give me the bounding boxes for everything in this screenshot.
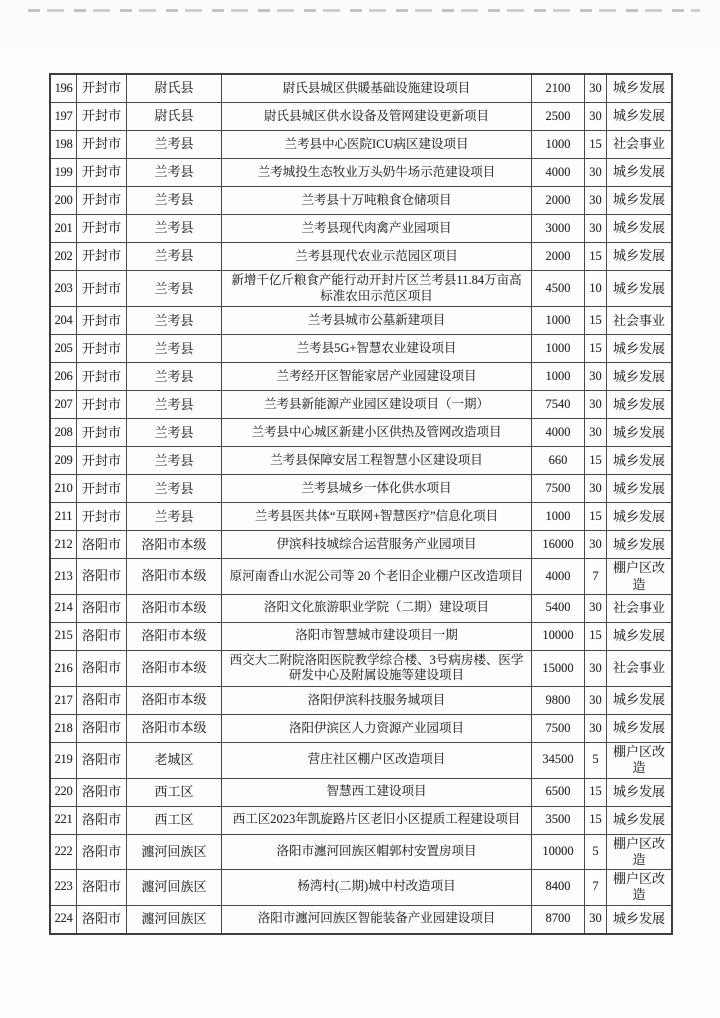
row-index-cell: 220 bbox=[51, 779, 77, 806]
years-cell: 5 bbox=[585, 835, 607, 870]
table-row bbox=[51, 243, 671, 271]
years-cell: 15 bbox=[585, 131, 607, 158]
row-index-cell: 213 bbox=[51, 559, 77, 594]
county-cell: 兰考县 bbox=[127, 271, 222, 306]
project-name-cell: 洛阳市瀍河回族区智能装备产业园建设项目 bbox=[222, 906, 532, 933]
city-cell: 开封市 bbox=[77, 391, 127, 418]
category-cell: 城乡发展 bbox=[612, 424, 665, 440]
years-cell: 30 bbox=[585, 531, 607, 558]
city-cell: 开封市 bbox=[77, 131, 127, 158]
county-cell: 洛阳市本级 bbox=[127, 715, 222, 742]
amount-cell: 2000 bbox=[532, 187, 585, 214]
category-cell: 城乡发展 bbox=[612, 536, 665, 552]
row-index-cell: 208 bbox=[51, 419, 77, 446]
category-cell: 城乡发展 bbox=[612, 192, 665, 208]
project-name-cell: 尉氏县城区供水设备及管网建设更新项目 bbox=[222, 103, 532, 130]
table-row bbox=[51, 419, 671, 447]
row-index-cell: 223 bbox=[51, 870, 77, 905]
project-name-cell: 兰考县5G+智慧农业建设项目 bbox=[222, 335, 532, 362]
project-name-cell: 兰考县保障安居工程智慧小区建设项目 bbox=[222, 447, 532, 474]
city-cell: 开封市 bbox=[77, 419, 127, 446]
city-cell: 洛阳市 bbox=[77, 715, 127, 742]
city-cell: 开封市 bbox=[77, 243, 127, 270]
project-name-cell: 新增千亿斤粮食产能行动开封片区兰考县11.84万亩高标准农田示范区项目 bbox=[222, 271, 532, 306]
row-index-cell: 204 bbox=[51, 307, 77, 334]
table-row bbox=[51, 447, 671, 475]
amount-cell: 34500 bbox=[532, 743, 585, 778]
amount-cell: 660 bbox=[532, 447, 585, 474]
category-cell: 城乡发展 bbox=[612, 164, 665, 180]
city-cell: 开封市 bbox=[77, 475, 127, 502]
project-name-cell: 西交大二附院洛阳医院教学综合楼、3号病房楼、医学研发中心及附属设施等建设项目 bbox=[222, 651, 532, 686]
table-row bbox=[51, 906, 671, 933]
table-row bbox=[51, 103, 671, 131]
amount-cell: 3500 bbox=[532, 807, 585, 834]
category-cell: 城乡发展 bbox=[612, 340, 665, 356]
years-cell: 30 bbox=[585, 103, 607, 130]
table-row bbox=[51, 75, 671, 103]
years-cell: 30 bbox=[585, 595, 607, 622]
amount-cell: 7500 bbox=[532, 475, 585, 502]
table-row bbox=[51, 271, 671, 307]
row-index-cell: 218 bbox=[51, 715, 77, 742]
years-cell: 15 bbox=[585, 807, 607, 834]
table-row bbox=[51, 715, 671, 743]
project-name-cell: 智慧西工建设项目 bbox=[222, 779, 532, 806]
county-cell: 兰考县 bbox=[127, 131, 222, 158]
project-name-cell: 洛阳伊滨科技服务城项目 bbox=[222, 687, 532, 714]
table-row bbox=[51, 363, 671, 391]
row-index-cell: 200 bbox=[51, 187, 77, 214]
table-row bbox=[51, 559, 671, 595]
county-cell: 兰考县 bbox=[127, 503, 222, 530]
table-row bbox=[51, 531, 671, 559]
years-cell: 15 bbox=[585, 779, 607, 806]
county-cell: 兰考县 bbox=[127, 159, 222, 186]
table-row bbox=[51, 215, 671, 243]
project-name-cell: 伊滨科技城综合运营服务产业园项目 bbox=[222, 531, 532, 558]
project-name-cell: 兰考县医共体“互联网+智慧医疗”信息化项目 bbox=[222, 503, 532, 530]
project-name-cell: 洛阳伊滨区人力资源产业园项目 bbox=[222, 715, 532, 742]
row-index-cell: 207 bbox=[51, 391, 77, 418]
row-index-cell: 198 bbox=[51, 131, 77, 158]
years-cell: 30 bbox=[585, 687, 607, 714]
years-cell: 30 bbox=[585, 651, 607, 686]
scan-artifact-line bbox=[28, 9, 700, 12]
years-cell: 5 bbox=[585, 743, 607, 778]
amount-cell: 4000 bbox=[532, 159, 585, 186]
years-cell: 30 bbox=[585, 363, 607, 390]
county-cell: 瀍河回族区 bbox=[127, 870, 222, 905]
years-cell: 30 bbox=[585, 75, 607, 102]
row-index-cell: 212 bbox=[51, 531, 77, 558]
table-row bbox=[51, 623, 671, 651]
table-row bbox=[51, 687, 671, 715]
years-cell: 30 bbox=[585, 715, 607, 742]
county-cell: 洛阳市本级 bbox=[127, 651, 222, 686]
category-cell: 城乡发展 bbox=[612, 720, 665, 736]
county-cell: 兰考县 bbox=[127, 447, 222, 474]
project-table bbox=[49, 73, 673, 935]
years-cell: 15 bbox=[585, 623, 607, 650]
city-cell: 开封市 bbox=[77, 159, 127, 186]
category-cell: 棚户区改造 bbox=[612, 871, 665, 903]
row-index-cell: 214 bbox=[51, 595, 77, 622]
city-cell: 洛阳市 bbox=[77, 687, 127, 714]
city-cell: 洛阳市 bbox=[77, 623, 127, 650]
table-row bbox=[51, 835, 671, 871]
amount-cell: 2000 bbox=[532, 243, 585, 270]
county-cell: 瀍河回族区 bbox=[127, 906, 222, 933]
amount-cell: 6500 bbox=[532, 779, 585, 806]
row-index-cell: 211 bbox=[51, 503, 77, 530]
category-cell: 城乡发展 bbox=[612, 220, 665, 236]
city-cell: 开封市 bbox=[77, 447, 127, 474]
city-cell: 开封市 bbox=[77, 363, 127, 390]
amount-cell: 7540 bbox=[532, 391, 585, 418]
row-index-cell: 196 bbox=[51, 75, 77, 102]
city-cell: 开封市 bbox=[77, 335, 127, 362]
category-cell: 城乡发展 bbox=[612, 692, 665, 708]
amount-cell: 1000 bbox=[532, 307, 585, 334]
county-cell: 兰考县 bbox=[127, 419, 222, 446]
category-cell: 城乡发展 bbox=[612, 628, 665, 644]
years-cell: 15 bbox=[585, 447, 607, 474]
years-cell: 7 bbox=[585, 559, 607, 594]
table-row bbox=[51, 743, 671, 779]
project-name-cell: 兰考县现代肉禽产业园项目 bbox=[222, 215, 532, 242]
row-index-cell: 201 bbox=[51, 215, 77, 242]
amount-cell: 1000 bbox=[532, 363, 585, 390]
row-index-cell: 224 bbox=[51, 906, 77, 933]
row-index-cell: 210 bbox=[51, 475, 77, 502]
amount-cell: 4000 bbox=[532, 559, 585, 594]
city-cell: 洛阳市 bbox=[77, 743, 127, 778]
row-index-cell: 199 bbox=[51, 159, 77, 186]
city-cell: 洛阳市 bbox=[77, 595, 127, 622]
amount-cell: 7500 bbox=[532, 715, 585, 742]
county-cell: 兰考县 bbox=[127, 475, 222, 502]
category-cell: 棚户区改造 bbox=[612, 560, 665, 592]
project-name-cell: 杨湾村(二期)城中村改造项目 bbox=[222, 870, 532, 905]
project-name-cell: 兰考县新能源产业园区建设项目（一期） bbox=[222, 391, 532, 418]
years-cell: 15 bbox=[585, 335, 607, 362]
table-row bbox=[51, 131, 671, 159]
county-cell: 西工区 bbox=[127, 807, 222, 834]
category-cell: 棚户区改造 bbox=[612, 835, 665, 867]
row-index-cell: 216 bbox=[51, 651, 77, 686]
category-cell: 社会事业 bbox=[612, 600, 665, 616]
amount-cell: 8700 bbox=[532, 906, 585, 933]
category-cell: 城乡发展 bbox=[612, 280, 665, 296]
county-cell: 兰考县 bbox=[127, 243, 222, 270]
project-name-cell: 原河南香山水泥公司等 20 个老旧企业棚户区改造项目 bbox=[222, 559, 532, 594]
category-cell: 城乡发展 bbox=[612, 80, 665, 96]
city-cell: 开封市 bbox=[77, 215, 127, 242]
county-cell: 兰考县 bbox=[127, 187, 222, 214]
category-cell: 城乡发展 bbox=[612, 480, 665, 496]
category-cell: 城乡发展 bbox=[612, 811, 665, 827]
years-cell: 15 bbox=[585, 243, 607, 270]
row-index-cell: 215 bbox=[51, 623, 77, 650]
amount-cell: 1000 bbox=[532, 335, 585, 362]
table-row bbox=[51, 595, 671, 623]
row-index-cell: 217 bbox=[51, 687, 77, 714]
city-cell: 开封市 bbox=[77, 307, 127, 334]
category-cell: 城乡发展 bbox=[612, 368, 665, 384]
years-cell: 30 bbox=[585, 475, 607, 502]
county-cell: 尉氏县 bbox=[127, 75, 222, 102]
amount-cell: 2500 bbox=[532, 103, 585, 130]
table-row bbox=[51, 807, 671, 835]
table-row bbox=[51, 159, 671, 187]
table-row bbox=[51, 335, 671, 363]
project-name-cell: 兰考城投生态牧业万头奶牛场示范建设项目 bbox=[222, 159, 532, 186]
county-cell: 洛阳市本级 bbox=[127, 531, 222, 558]
category-cell: 城乡发展 bbox=[612, 396, 665, 412]
amount-cell: 8400 bbox=[532, 870, 585, 905]
city-cell: 开封市 bbox=[77, 271, 127, 306]
city-cell: 洛阳市 bbox=[77, 779, 127, 806]
table-row bbox=[51, 503, 671, 531]
county-cell: 尉氏县 bbox=[127, 103, 222, 130]
project-name-cell: 兰考县中心医院ICU病区建设项目 bbox=[222, 131, 532, 158]
project-name-cell: 洛阳文化旅游职业学院（二期）建设项目 bbox=[222, 595, 532, 622]
amount-cell: 1000 bbox=[532, 503, 585, 530]
city-cell: 开封市 bbox=[77, 103, 127, 130]
row-index-cell: 209 bbox=[51, 447, 77, 474]
project-name-cell: 兰考经开区智能家居产业园建设项目 bbox=[222, 363, 532, 390]
city-cell: 洛阳市 bbox=[77, 906, 127, 933]
category-cell: 城乡发展 bbox=[612, 452, 665, 468]
years-cell: 30 bbox=[585, 159, 607, 186]
amount-cell: 5400 bbox=[532, 595, 585, 622]
row-index-cell: 203 bbox=[51, 271, 77, 306]
county-cell: 兰考县 bbox=[127, 363, 222, 390]
row-index-cell: 197 bbox=[51, 103, 77, 130]
project-name-cell: 洛阳市智慧城市建设项目一期 bbox=[222, 623, 532, 650]
amount-cell: 4000 bbox=[532, 419, 585, 446]
category-cell: 社会事业 bbox=[612, 312, 665, 328]
project-name-cell: 尉氏县城区供暖基础设施建设项目 bbox=[222, 75, 532, 102]
city-cell: 洛阳市 bbox=[77, 559, 127, 594]
category-cell: 城乡发展 bbox=[612, 508, 665, 524]
amount-cell: 4500 bbox=[532, 271, 585, 306]
table-row bbox=[51, 651, 671, 687]
table-row bbox=[51, 870, 671, 906]
county-cell: 兰考县 bbox=[127, 335, 222, 362]
row-index-cell: 221 bbox=[51, 807, 77, 834]
row-index-cell: 206 bbox=[51, 363, 77, 390]
years-cell: 30 bbox=[585, 215, 607, 242]
amount-cell: 1000 bbox=[532, 131, 585, 158]
amount-cell: 10000 bbox=[532, 623, 585, 650]
amount-cell: 3000 bbox=[532, 215, 585, 242]
category-cell: 社会事业 bbox=[612, 660, 665, 676]
amount-cell: 2100 bbox=[532, 75, 585, 102]
years-cell: 30 bbox=[585, 391, 607, 418]
county-cell: 老城区 bbox=[127, 743, 222, 778]
row-index-cell: 222 bbox=[51, 835, 77, 870]
row-index-cell: 205 bbox=[51, 335, 77, 362]
project-name-cell: 西工区2023年凯旋路片区老旧小区提质工程建设项目 bbox=[222, 807, 532, 834]
years-cell: 30 bbox=[585, 419, 607, 446]
city-cell: 洛阳市 bbox=[77, 531, 127, 558]
project-name-cell: 兰考县中心城区新建小区供热及管网改造项目 bbox=[222, 419, 532, 446]
amount-cell: 10000 bbox=[532, 835, 585, 870]
project-name-cell: 兰考县城市公墓新建项目 bbox=[222, 307, 532, 334]
project-name-cell: 洛阳市瀍河回族区帽郭村安置房项目 bbox=[222, 835, 532, 870]
project-name-cell: 兰考县城乡一体化供水项目 bbox=[222, 475, 532, 502]
amount-cell: 9800 bbox=[532, 687, 585, 714]
years-cell: 15 bbox=[585, 503, 607, 530]
city-cell: 开封市 bbox=[77, 187, 127, 214]
row-index-cell: 219 bbox=[51, 743, 77, 778]
county-cell: 兰考县 bbox=[127, 307, 222, 334]
city-cell: 洛阳市 bbox=[77, 835, 127, 870]
county-cell: 洛阳市本级 bbox=[127, 687, 222, 714]
category-cell: 社会事业 bbox=[612, 136, 665, 152]
category-cell: 城乡发展 bbox=[612, 910, 665, 926]
years-cell: 30 bbox=[585, 187, 607, 214]
category-cell: 城乡发展 bbox=[612, 783, 665, 799]
project-name-cell: 兰考县十万吨粮食仓储项目 bbox=[222, 187, 532, 214]
years-cell: 30 bbox=[585, 906, 607, 933]
project-name-cell: 营庄社区棚户区改造项目 bbox=[222, 743, 532, 778]
amount-cell: 15000 bbox=[532, 651, 585, 686]
project-name-cell: 兰考县现代农业示范园区项目 bbox=[222, 243, 532, 270]
table-row bbox=[51, 475, 671, 503]
county-cell: 瀍河回族区 bbox=[127, 835, 222, 870]
years-cell: 15 bbox=[585, 307, 607, 334]
city-cell: 洛阳市 bbox=[77, 870, 127, 905]
county-cell: 兰考县 bbox=[127, 391, 222, 418]
years-cell: 10 bbox=[585, 271, 607, 306]
city-cell: 洛阳市 bbox=[77, 807, 127, 834]
table-row bbox=[51, 779, 671, 807]
years-cell: 7 bbox=[585, 870, 607, 905]
category-cell: 城乡发展 bbox=[612, 108, 665, 124]
county-cell: 洛阳市本级 bbox=[127, 595, 222, 622]
table-row bbox=[51, 391, 671, 419]
table-row bbox=[51, 187, 671, 215]
amount-cell: 16000 bbox=[532, 531, 585, 558]
county-cell: 洛阳市本级 bbox=[127, 623, 222, 650]
city-cell: 开封市 bbox=[77, 503, 127, 530]
category-cell: 棚户区改造 bbox=[612, 744, 665, 776]
county-cell: 西工区 bbox=[127, 779, 222, 806]
county-cell: 洛阳市本级 bbox=[127, 559, 222, 594]
city-cell: 开封市 bbox=[77, 75, 127, 102]
row-index-cell: 202 bbox=[51, 243, 77, 270]
city-cell: 洛阳市 bbox=[77, 651, 127, 686]
category-cell: 城乡发展 bbox=[612, 248, 665, 264]
table-row bbox=[51, 307, 671, 335]
county-cell: 兰考县 bbox=[127, 215, 222, 242]
